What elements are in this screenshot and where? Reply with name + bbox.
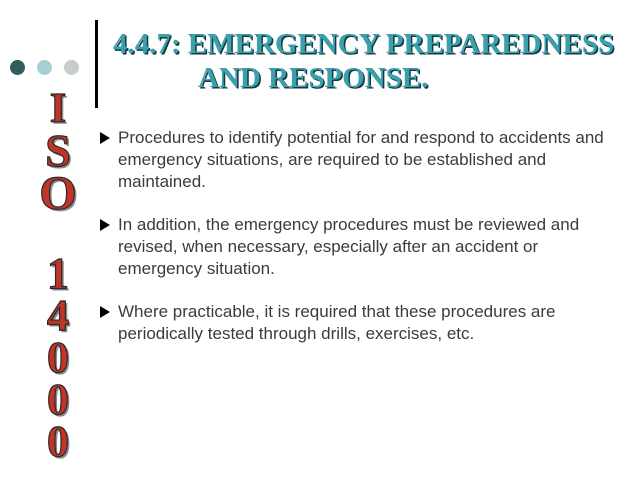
dot-light-blue xyxy=(37,60,52,75)
bullet-list xyxy=(100,127,615,366)
dot-light-gray xyxy=(64,60,79,75)
bullet-item xyxy=(100,301,615,345)
bullet-text: In addition, the emergency procedures must be reviewed and revised, when necessary, especially after an accident or emergency situation. xyxy=(118,215,580,278)
bullet-text: Procedures to identify potential for and respond to accidents and emergency situations, are required to be established and maintained. xyxy=(118,128,604,191)
logo-letter: 0 xyxy=(47,333,69,382)
logo-letter: I xyxy=(49,86,67,132)
slide-title-line-1: 4.4.7: EMERGENCY PREPAREDNESS xyxy=(113,28,615,60)
slide-title xyxy=(113,27,623,95)
logo-letter: 0 xyxy=(47,375,69,424)
arrow-bullet-icon xyxy=(100,306,110,318)
logo-letter: 1 xyxy=(47,249,69,298)
logo-letter: O xyxy=(39,167,77,220)
arrow-bullet-icon xyxy=(100,132,110,144)
bullet-item xyxy=(100,214,615,280)
logo-letter: S xyxy=(45,125,71,176)
dot-dark-teal xyxy=(10,60,25,75)
bullet-text: Where practicable, it is required that these procedures are periodically tested through drills, exercises, etc. xyxy=(118,302,556,343)
iso-14000-vertical-logo xyxy=(30,88,86,468)
title-divider-line xyxy=(95,20,98,108)
logo-letter: 4 xyxy=(47,291,69,340)
slide-title-line-2: AND RESPONSE. xyxy=(198,62,429,94)
logo-letter: 0 xyxy=(47,417,69,466)
decorative-dots xyxy=(10,60,90,78)
arrow-bullet-icon xyxy=(100,219,110,231)
bullet-item xyxy=(100,127,615,193)
